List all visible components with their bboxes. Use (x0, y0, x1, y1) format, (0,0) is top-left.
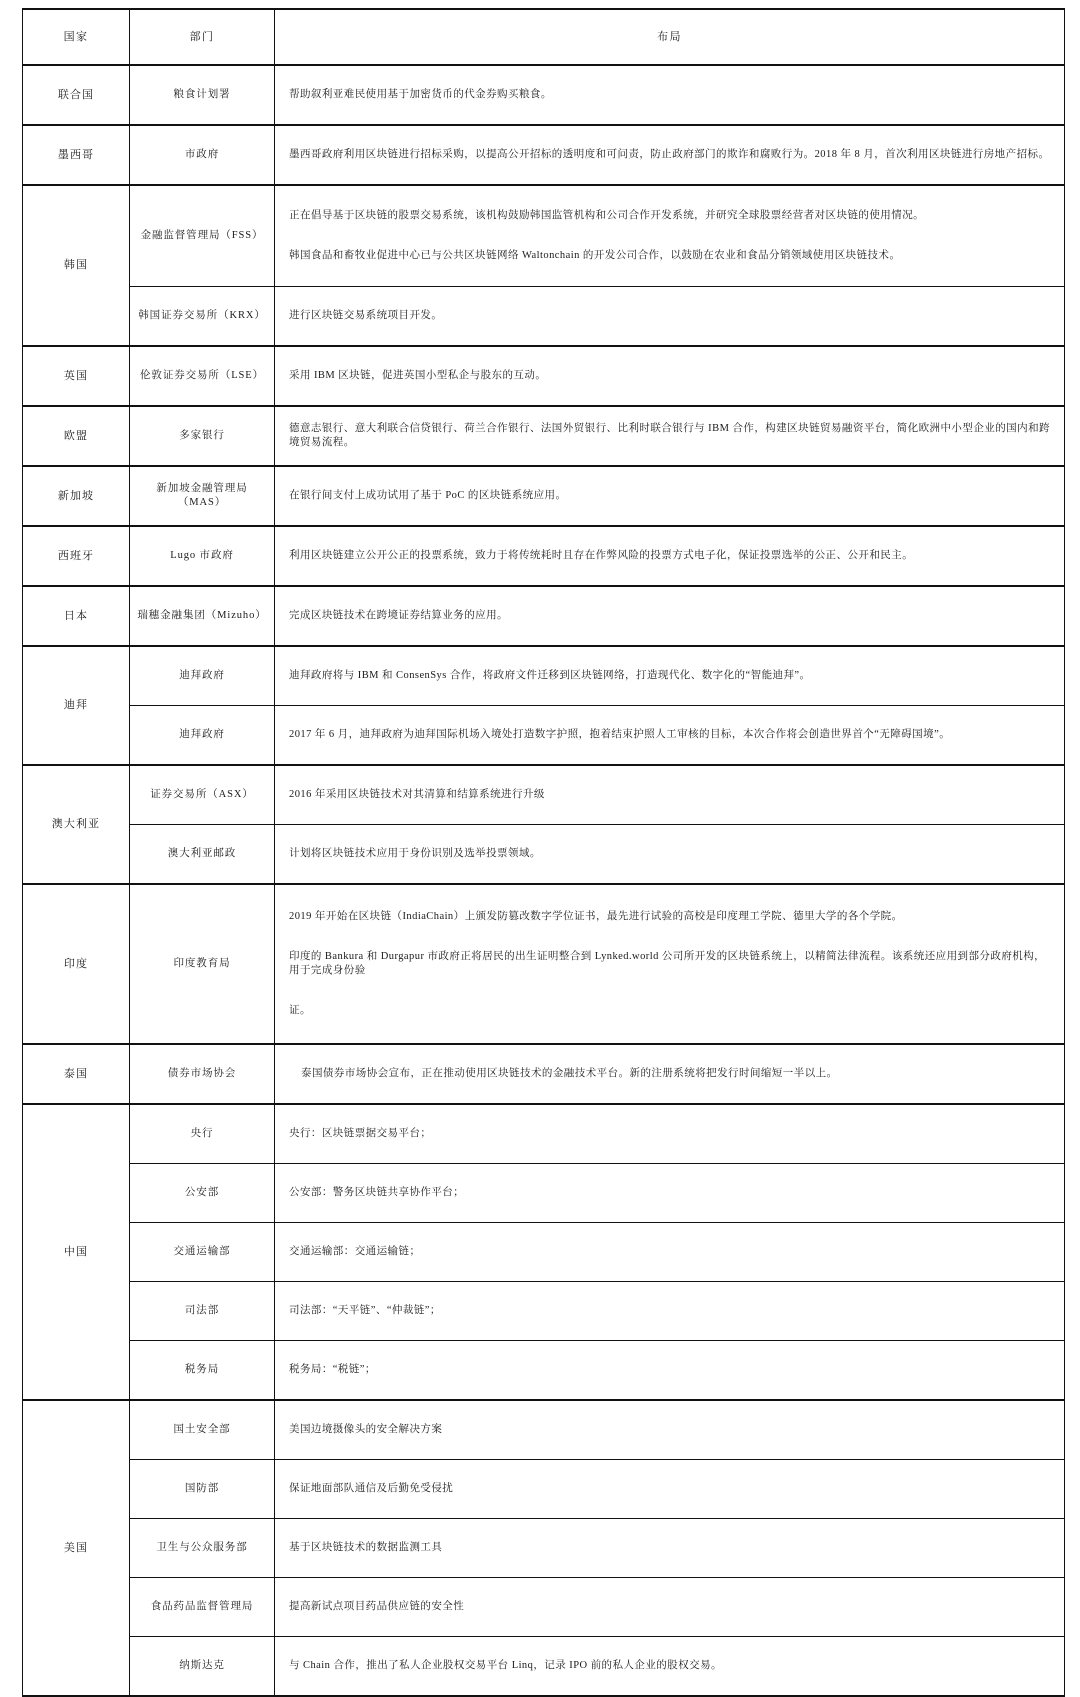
cell-country: 韩国 (23, 185, 130, 346)
layout-paragraph: 2019 年开始在区块链（IndiaChain）上颁发防篡改数字学位证书，最先进行试验的高校是印度理工学院、德里大学的各个学院。 (289, 910, 903, 922)
cell-country: 新加坡 (23, 466, 130, 526)
cell-country: 泰国 (23, 1044, 130, 1104)
table-row (23, 1341, 1065, 1401)
cell-country: 欧盟 (23, 406, 130, 466)
layout-paragraph: 泰国债券市场协会宣布，正在推动使用区块链技术的金融技术平台。新的注册系统将把发行时间缩短一半以上。 (301, 1067, 838, 1079)
layout-paragraph: 进行区块链交易系统项目开发。 (289, 309, 443, 321)
cell-layout (275, 1341, 1065, 1401)
cell-department: Lugo 市政府 (130, 526, 275, 586)
table-row (23, 65, 1065, 125)
column-header-country: 国家 (23, 9, 130, 65)
cell-department: 央行 (130, 1104, 275, 1164)
layout-paragraph: 韩国食品和畜牧业促进中心已与公共区块链网络 Waltonchain 的开发公司合作，以鼓励在农业和食品分销领域使用区块链技术。 (289, 250, 901, 261)
layout-paragraph: 帮助叙利亚难民使用基于加密货币的代金券购买粮食。 (289, 88, 552, 100)
cell-department: 交通运输部 (130, 1223, 275, 1282)
cell-layout (275, 1164, 1065, 1223)
table-row (23, 1164, 1065, 1223)
table-row (23, 1282, 1065, 1341)
table-row (23, 884, 1065, 1044)
cell-department: 债券市场协会 (130, 1044, 275, 1104)
column-header-layout: 布局 (275, 9, 1065, 65)
cell-layout (275, 884, 1065, 1044)
cell-country: 中国 (23, 1104, 130, 1400)
table-row (23, 1578, 1065, 1637)
layout-paragraph: 印度的 Bankura 和 Durgapur 市政府正将居民的出生证明整合到 Lynked.world 公司所开发的区块链系统上，以精简法律流程。该系统还应用到部分政府机构，用于完成身份验 (289, 950, 1046, 976)
cell-layout (275, 1400, 1065, 1460)
table-body (23, 9, 1065, 1696)
layout-paragraph: 2017 年 6 月，迪拜政府为迪拜国际机场入境处打造数字护照，抱着结束护照人工审核的目标，本次合作将会创造世界首个“无障碍国境”。 (289, 728, 951, 740)
cell-layout (275, 526, 1065, 586)
table-header-row (23, 9, 1065, 65)
cell-country: 日本 (23, 586, 130, 646)
layout-paragraph: 墨西哥政府利用区块链进行招标采购，以提高公开招标的透明度和可问责，防止政府部门的欺诈和腐败行为。2018 年 8 月，首次利用区块链进行房地产招标。 (289, 148, 1050, 160)
cell-layout (275, 406, 1065, 466)
layout-paragraph: 证。 (289, 1005, 311, 1017)
cell-layout (275, 1223, 1065, 1282)
layout-paragraph: 保证地面部队通信及后勤免受侵扰 (289, 1482, 454, 1494)
table-row (23, 346, 1065, 406)
cell-department: 澳大利亚邮政 (130, 825, 275, 885)
cell-layout (275, 1282, 1065, 1341)
cell-department: 卫生与公众服务部 (130, 1519, 275, 1578)
layout-paragraph: 2016 年采用区块链技术对其清算和结算系统进行升级 (289, 788, 545, 800)
cell-department: 国防部 (130, 1460, 275, 1519)
cell-department: 迪拜政府 (130, 706, 275, 766)
cell-layout (275, 1460, 1065, 1519)
layout-paragraph: 完成区块链技术在跨境证券结算业务的应用。 (289, 609, 508, 621)
table-row (23, 825, 1065, 885)
cell-layout (275, 1104, 1065, 1164)
cell-layout (275, 646, 1065, 706)
cell-country: 迪拜 (23, 646, 130, 765)
table-row (23, 1519, 1065, 1578)
cell-layout (275, 185, 1065, 287)
layout-paragraph: 与 Chain 合作，推出了私人企业股权交易平台 Linq，记录 IPO 前的私人企业的股权交易。 (289, 1659, 723, 1671)
cell-department: 税务局 (130, 1341, 275, 1401)
cell-country: 美国 (23, 1400, 130, 1696)
cell-department: 金融监督管理局（FSS） (130, 185, 275, 287)
layout-paragraph: 采用 IBM 区块链，促进英国小型私企与股东的互动。 (289, 369, 547, 381)
cell-layout (275, 1637, 1065, 1697)
table-row (23, 526, 1065, 586)
table-row (23, 765, 1065, 825)
cell-layout (275, 466, 1065, 526)
cell-department: 公安部 (130, 1164, 275, 1223)
table-row (23, 1400, 1065, 1460)
cell-layout (275, 125, 1065, 185)
cell-country: 印度 (23, 884, 130, 1044)
table-row (23, 287, 1065, 347)
cell-layout (275, 825, 1065, 885)
layout-paragraph: 计划将区块链技术应用于身份识别及选举投票领域。 (289, 847, 541, 859)
cell-country: 西班牙 (23, 526, 130, 586)
cell-layout (275, 1519, 1065, 1578)
table-row (23, 1460, 1065, 1519)
cell-department: 迪拜政府 (130, 646, 275, 706)
cell-layout (275, 706, 1065, 766)
table-row (23, 185, 1065, 287)
cell-department: 新加坡金融管理局（MAS） (130, 466, 275, 526)
table-row (23, 646, 1065, 706)
table-row (23, 1223, 1065, 1282)
layout-paragraph: 美国边境摄像头的安全解决方案 (289, 1423, 443, 1435)
cell-department: 伦敦证券交易所（LSE） (130, 346, 275, 406)
table-row (23, 706, 1065, 766)
cell-layout (275, 346, 1065, 406)
layout-paragraph: 迪拜政府将与 IBM 和 ConsenSys 合作，将政府文件迁移到区块链网络，打造现代化、数字化的“智能迪拜”。 (289, 669, 811, 681)
cell-country: 联合国 (23, 65, 130, 125)
cell-layout (275, 287, 1065, 347)
table-row (23, 586, 1065, 646)
cell-layout (275, 586, 1065, 646)
table-row (23, 1044, 1065, 1104)
layout-paragraph: 在银行间支付上成功试用了基于 PoC 的区块链系统应用。 (289, 489, 567, 501)
cell-department: 粮食计划署 (130, 65, 275, 125)
cell-country: 墨西哥 (23, 125, 130, 185)
cell-department: 多家银行 (130, 406, 275, 466)
cell-department: 纳斯达克 (130, 1637, 275, 1697)
cell-department: 证券交易所（ASX） (130, 765, 275, 825)
cell-department: 司法部 (130, 1282, 275, 1341)
blockchain-initiatives-table (22, 8, 1065, 1697)
cell-department: 瑞穗金融集团（Mizuho） (130, 586, 275, 646)
layout-paragraph: 税务局：“税链”； (289, 1363, 376, 1375)
table-row (23, 466, 1065, 526)
table-row (23, 125, 1065, 185)
table-row (23, 1637, 1065, 1697)
layout-paragraph: 公安部：警务区块链共享协作平台； (289, 1186, 465, 1198)
cell-department: 国土安全部 (130, 1400, 275, 1460)
cell-country: 英国 (23, 346, 130, 406)
layout-paragraph: 提高新试点项目药品供应链的安全性 (289, 1600, 465, 1612)
table-row (23, 1104, 1065, 1164)
cell-department: 韩国证券交易所（KRX） (130, 287, 275, 347)
layout-paragraph: 利用区块链建立公开公正的投票系统，致力于将传统耗时且存在作弊风险的投票方式电子化，保证投票选举的公正、公开和民主。 (289, 549, 914, 561)
layout-paragraph: 交通运输部：交通运输链； (289, 1245, 421, 1257)
cell-layout (275, 1044, 1065, 1104)
cell-department: 印度教育局 (130, 884, 275, 1044)
cell-department: 食品药品监督管理局 (130, 1578, 275, 1637)
layout-paragraph: 基于区块链技术的数据监测工具 (289, 1541, 443, 1553)
cell-department: 市政府 (130, 125, 275, 185)
cell-layout (275, 765, 1065, 825)
layout-paragraph: 正在倡导基于区块链的股票交易系统，该机构鼓励韩国监管机构和公司合作开发系统，并研究全球股票经营者对区块链的使用情况。 (289, 209, 925, 221)
cell-layout (275, 1578, 1065, 1637)
layout-paragraph: 德意志银行、意大利联合信贷银行、荷兰合作银行、法国外贸银行、比利时联合银行与 IBM 合作，构建区块链贸易融资平台，简化欧洲中小型企业的国内和跨境贸易流程。 (289, 422, 1050, 448)
layout-paragraph: 央行：区块链票据交易平台； (289, 1127, 432, 1139)
table-row (23, 406, 1065, 466)
layout-paragraph: 司法部：“天平链”、“仲裁链”； (289, 1304, 441, 1316)
column-header-department: 部门 (130, 9, 275, 65)
cell-country: 澳大利亚 (23, 765, 130, 884)
cell-layout (275, 65, 1065, 125)
